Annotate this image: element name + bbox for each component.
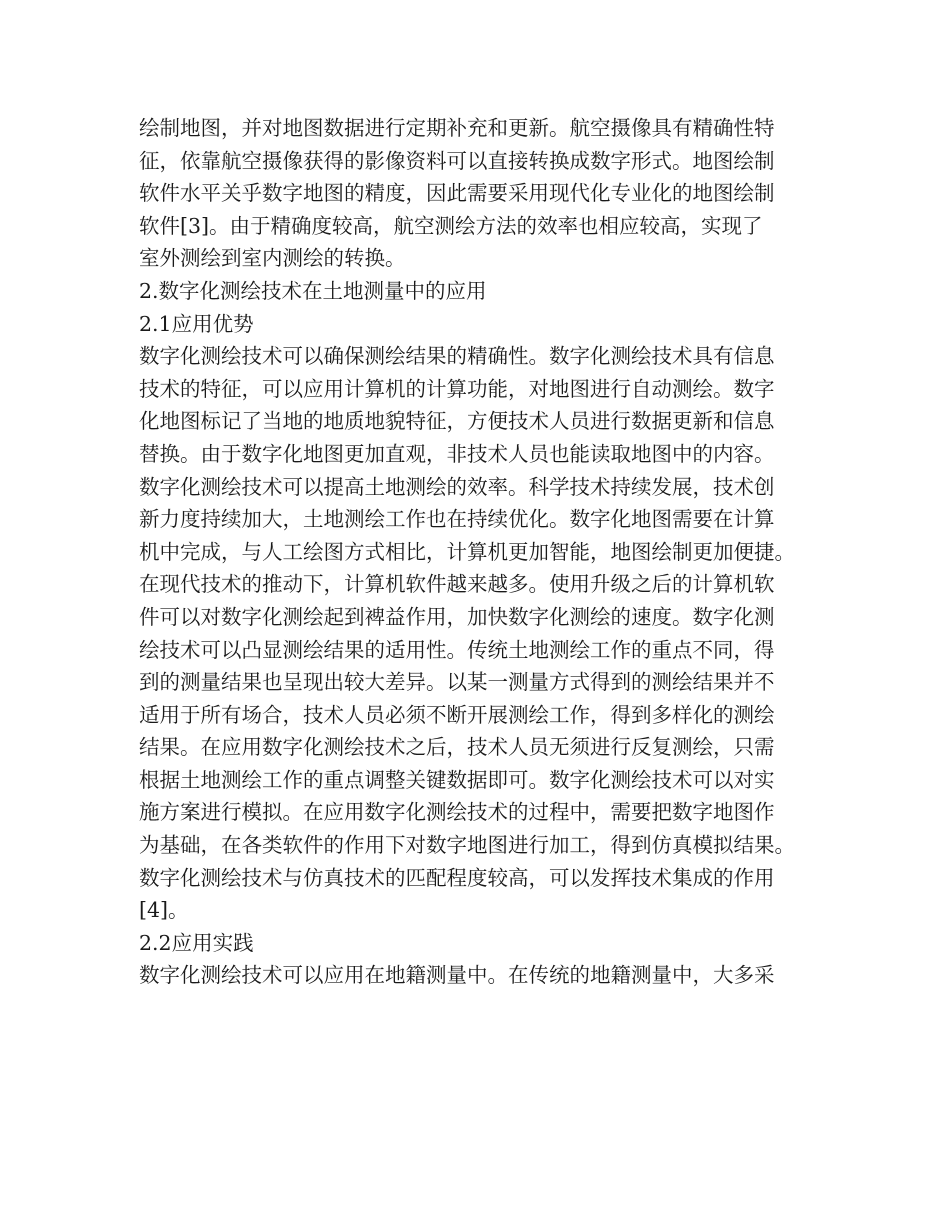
text-line: 适用于所有场合，技术人员必须不断开展测绘工作，得到多样化的测绘 bbox=[139, 702, 775, 727]
text-line: 替换。由于数字化地图更加直观，非技术人员也能读取地图中的内容。 bbox=[139, 441, 775, 466]
text-line: 室外测绘到室内测绘的转换。 bbox=[139, 246, 406, 271]
text-line: 施方案进行模拟。在应用数字化测绘技术的过程中，需要把数字地图作 bbox=[139, 800, 775, 825]
text-line: 在现代技术的推动下，计算机软件越来越多。使用升级之后的计算机软 bbox=[139, 572, 775, 597]
section-heading: 2.数字化测绘技术在土地测量中的应用 bbox=[139, 278, 487, 303]
body-text bbox=[139, 112, 829, 992]
text-line: 化地图标记了当地的地质地貌特征，方便技术人员进行数据更新和信息 bbox=[139, 409, 775, 434]
text-line: 到的测量结果也呈现出较大差异。以某一测量方式得到的测绘结果并不 bbox=[139, 670, 775, 695]
text-line: [4]。 bbox=[139, 898, 189, 923]
text-line: 绘技术可以凸显测绘结果的适用性。传统土地测绘工作的重点不同，得 bbox=[139, 637, 775, 662]
text-line: 数字化测绘技术可以应用在地籍测量中。在传统的地籍测量中，大多采 bbox=[139, 963, 775, 988]
subsection-heading: 2.2应用实践 bbox=[139, 930, 254, 955]
text-line: 征，依靠航空摄像获得的影像资料可以直接转换成数字形式。地图绘制 bbox=[139, 148, 775, 173]
subsection-heading: 2.1应用优势 bbox=[139, 311, 254, 336]
text-line: 数字化测绘技术与仿真技术的匹配程度较高，可以发挥技术集成的作用 bbox=[139, 865, 775, 890]
text-line: 软件水平关乎数字地图的精度，因此需要采用现代化专业化的地图绘制 bbox=[139, 181, 775, 206]
text-line: 软件[3]。由于精确度较高，航空测绘方法的效率也相应较高，实现了 bbox=[139, 213, 763, 238]
text-line: 数字化测绘技术可以确保测绘结果的精确性。数字化测绘技术具有信息 bbox=[139, 344, 775, 369]
text-line: 技术的特征，可以应用计算机的计算功能，对地图进行自动测绘。数字 bbox=[139, 376, 775, 401]
text-line: 根据土地测绘工作的重点调整关键数据即可。数字化测绘技术可以对实 bbox=[139, 767, 775, 792]
text-line: 为基础，在各类软件的作用下对数字地图进行加工，得到仿真模拟结果。 bbox=[139, 833, 795, 858]
text-line: 数字化测绘技术可以提高土地测绘的效率。科学技术持续发展，技术创 bbox=[139, 474, 775, 499]
text-line: 绘制地图，并对地图数据进行定期补充和更新。航空摄像具有精确性特 bbox=[139, 116, 775, 140]
text-line: 机中完成，与人工绘图方式相比，计算机更加智能，地图绘制更加便捷。 bbox=[139, 539, 795, 564]
text-line: 件可以对数字化测绘起到裨益作用，加快数字化测绘的速度。数字化测 bbox=[139, 604, 775, 629]
text-line: 结果。在应用数字化测绘技术之后，技术人员无须进行反复测绘，只需 bbox=[139, 735, 775, 760]
text-line: 新力度持续加大，土地测绘工作也在持续优化。数字化地图需要在计算 bbox=[139, 507, 775, 532]
